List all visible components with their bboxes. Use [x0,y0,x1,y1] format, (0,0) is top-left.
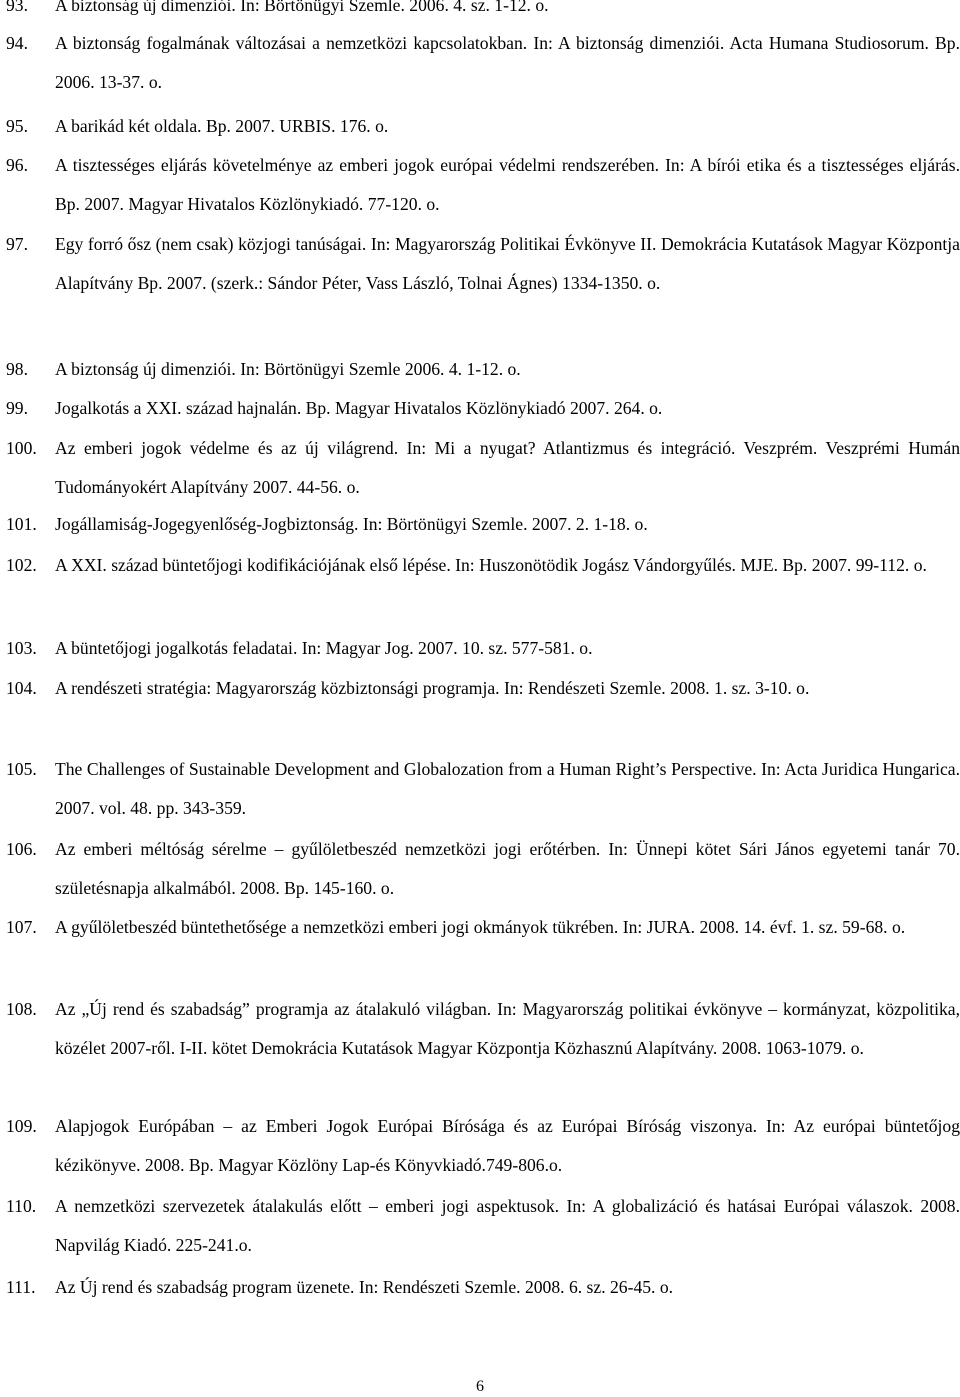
reference-number: 101. [6,514,37,534]
reference-number: 107. [6,917,37,937]
reference-text: Egy forró ősz (nem csak) közjogi tanúságai. In: Magyarország Politikai Évkönyve II. Demokrácia Kutatások Magyar Központja Alapítvány Bp. 2007. (szerk.: Sándor Péter, Vass László, Tolnai Ágnes) 1334-1350. o. [55,234,960,293]
reference-number: 109. [6,1116,37,1136]
reference-number: 100. [6,438,37,458]
reference-item [0,24,960,101]
reference-text: Alapjogok Európában – az Emberi Jogok Európai Bírósága és az Európai Bíróság viszonya. In: Az európai büntetőjog kézikönyve. 2008. Bp. Magyar Közlöny Lap-és Könyvkiadó.749-806.o. [55,1116,960,1175]
reference-item [0,669,960,708]
reference-number: 111. [6,1277,36,1297]
reference-item [0,990,960,1067]
reference-item [0,389,960,428]
reference-item [0,908,960,947]
reference-number: 105. [6,759,37,779]
reference-text: Jogállamiság-Jogegyenlőség-Jogbiztonság. In: Börtönügyi Szemle. 2007. 2. 1-18. o. [55,514,648,534]
reference-number: 102. [6,555,37,575]
reference-text: Az „Új rend és szabadság” programja az átalakuló világban. In: Magyarország politikai évkönyve – kormányzat, közpolitika, közélet 2007-ről. I-II. kötet Demokrácia Kutatások Magyar Központja Közhasznú Alapítvány. 2008. 1063-1079. o. [55,999,960,1058]
page-number: 6 [476,1378,484,1395]
reference-number: 95. [6,116,28,136]
reference-number: 103. [6,638,37,658]
reference-item [0,225,960,302]
reference-item [0,146,960,223]
reference-text: A biztonság új dimenziói. In: Börtönügyi Szemle 2006. 4. 1-12. o. [55,359,521,379]
reference-number: 104. [6,678,37,698]
reference-number: 94. [6,33,28,53]
reference-text: A büntetőjogi jogalkotás feladatai. In: Magyar Jog. 2007. 10. sz. 577-581. o. [55,638,593,658]
reference-text: A gyűlöletbeszéd büntethetősége a nemzetközi emberi jogi okmányok tükrében. In: JURA. 2008. 14. évf. 1. sz. 59-68. o. [55,917,906,937]
reference-number: 110. [6,1196,37,1216]
reference-text: Az emberi méltóság sérelme – gyűlöletbeszéd nemzetközi jogi erőtérben. In: Ünnepi kötet Sári János egyetemi tanár 70. születésnapja alkalmából. 2008. Bp. 145-160. o. [55,839,960,898]
reference-text: Az emberi jogok védelme és az új világrend. In: Mi a nyugat? Atlantizmus és integráció. Veszprém. Veszprémi Humán Tudományokért Alapítvány 2007. 44-56. o. [55,438,960,497]
reference-item [0,1187,960,1264]
reference-item [0,1268,960,1307]
reference-text: A rendészeti stratégia: Magyarország közbiztonsági programja. In: Rendészeti Szemle. 2008. 1. sz. 3-10. o. [55,678,810,698]
reference-number: 97. [6,234,28,254]
reference-item [0,505,960,544]
reference-text: The Challenges of Sustainable Development and Globalozation from a Human Right’s Perspective. In: Acta Juridica Hungarica. 2007. vol. 48. pp. 343-359. [55,759,960,818]
reference-text: Jogalkotás a XXI. század hajnalán. Bp. Magyar Hivatalos Közlönykiadó 2007. 264. o. [55,398,663,418]
reference-item [0,107,960,146]
reference-item [0,629,960,668]
reference-text: A biztonság új dimenziói. In: Börtönügyi Szemle. 2006. 4. sz. 1-12. o. [55,0,549,15]
reference-text: A XXI. század büntetőjogi kodifikációjának első lépése. In: Huszonötödik Jogász Vándorgyűlés. MJE. Bp. 2007. 99-112. o. [55,555,927,575]
reference-item [0,350,960,389]
reference-number: 106. [6,839,37,859]
reference-text: A nemzetközi szervezetek átalakulás előtt – emberi jogi aspektusok. In: A globalizáció és hatásai Európai válaszok. 2008. Napvilág Kiadó. 225-241.o. [55,1196,960,1255]
reference-text: A tisztességes eljárás követelménye az emberi jogok európai védelmi rendszerében. In: A bírói etika és a tisztességes eljárás. Bp. 2007. Magyar Hivatalos Közlönykiadó. 77-120. o. [55,155,960,214]
reference-item [0,830,960,907]
reference-number: 99. [6,398,28,418]
reference-item [0,546,960,585]
reference-text: A biztonság fogalmának változásai a nemzetközi kapcsolatokban. In: A biztonság dimenziói. Acta Humana Studiosorum. Bp. 2006. 13-37. o. [55,33,960,92]
reference-number: 96. [6,155,28,175]
reference-item [0,0,960,25]
reference-item [0,1107,960,1184]
reference-item [0,750,960,827]
reference-number: 108. [6,999,37,1019]
reference-number: 93. [6,0,28,15]
reference-text: A barikád két oldala. Bp. 2007. URBIS. 176. o. [55,116,389,136]
reference-item [0,429,960,506]
reference-text: Az Új rend és szabadság program üzenete. In: Rendészeti Szemle. 2008. 6. sz. 26-45. o. [55,1277,674,1297]
reference-number: 98. [6,359,28,379]
